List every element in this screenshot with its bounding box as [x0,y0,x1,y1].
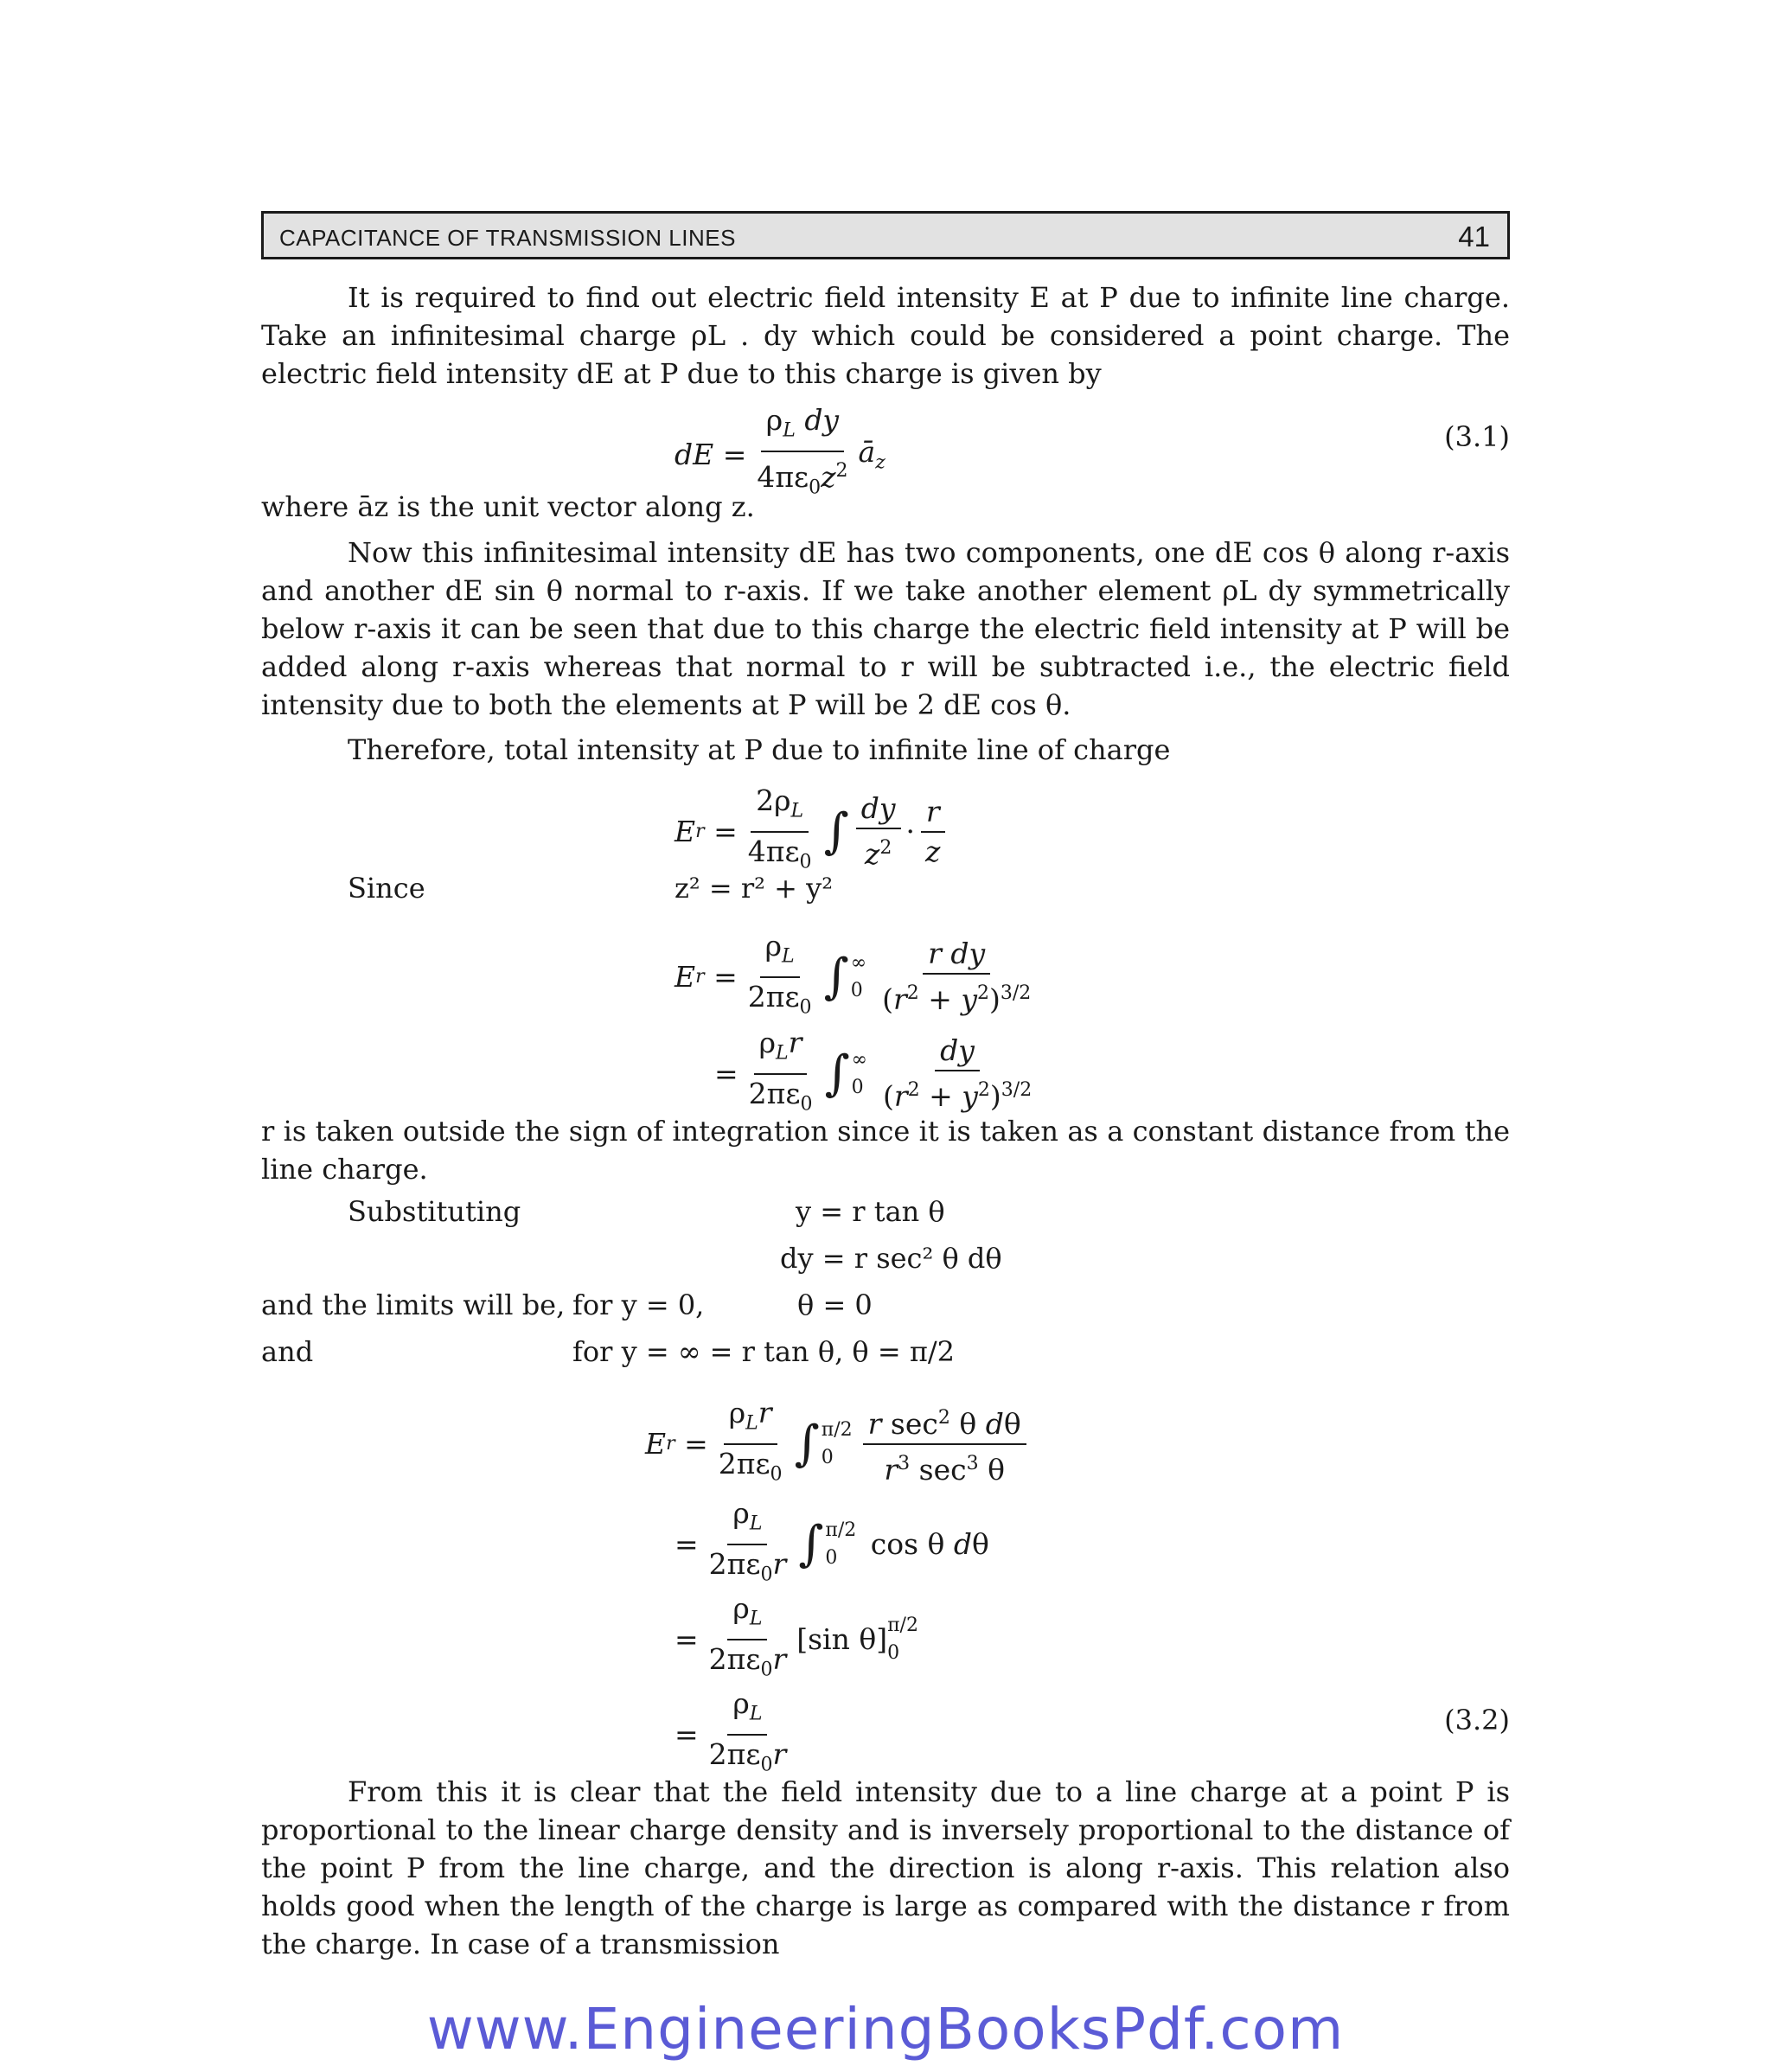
paragraph-text: Therefore, total intensity at P due to infinite line of charge [348,733,1171,766]
equation-dy-substitution: dy = r sec² θ dθ [780,1242,1002,1275]
paragraph-4 [261,731,1510,769]
label-since: Since [348,872,425,905]
equation-er-integral: E r = $\frac{2\rho_L}{4\pi\varepsilon_0}$ ∫ $\frac{dy}{z^2}$ · $\frac{r}{z}$ [675,783,950,879]
page-number: 41 [1458,221,1490,253]
chapter-title: CAPACITANCE OF TRANSMISSION LINES [279,225,736,251]
label-for-y-zero: for y = 0, [572,1289,705,1321]
equation-number-3-1: (3.1) [1444,420,1510,453]
paragraph-text: It is required to find out electric field intensity E at P due to infinite line charge. Take an infinitesimal charge ρL . dy which could be considered a point charge. The electric field intensity dE at P due to this charge is given by [261,281,1510,390]
paragraph-2 [261,488,1510,526]
equation-er-limits: E r = $\frac{\rho_L}{2\pi\varepsilon_0}$ ∫ ∞ 0 $\frac{\text{r dy}}{(r^2 + y^2)^{3/2}}$ [675,929,1032,1019]
label-substituting: Substituting [348,1195,521,1228]
paragraph-1 [261,278,1510,393]
paragraph-text: From this it is clear that the field intensity due to a line charge at a point P is proportional to the linear charge density and is inversely proportional to the distance of the point P from the line charge, and the direction is along r-axis. This relation also holds good when the length of the charge is large as compared with the distance r from the charge. In case of a transmission [261,1775,1510,1960]
equation-z-squared: z² = r² + y² [675,872,834,905]
equation-3-2: = $\frac{\rho_L}{2\pi\varepsilon_0r}$ [675,1686,787,1776]
paragraph-text: where āz is the unit vector along z. [261,490,755,523]
label-and: and [261,1335,314,1368]
paragraph-6 [261,1773,1510,1963]
paragraph-text: r is taken outside the sign of integration since it is taken as a constant distance from the line charge. [261,1115,1510,1186]
running-header [261,211,1510,259]
equation-er-theta: E r = $\frac{\rho_Lr}{2\pi\varepsilon_0}$ ∫ π/2 0 $\frac{r \sec^2 \theta d\theta}{r^3 \sec^3 \theta}$ [645,1396,1032,1492]
equation-y-substitution: y = r tan θ [796,1195,945,1228]
equation-3-1: dE = $\frac{\rho_L dy}{4\pi\varepsilon_0z^2}$ $ā_z$ [675,403,886,499]
equation-theta-zero: θ = 0 [797,1289,873,1321]
equation-er-r-outside: = $\frac{\rho_Lr}{2\pi\varepsilon_0}$ ∫ ∞ 0 $\frac{dy}{(r^2 + y^2)^{3/2}}$ [714,1026,1033,1116]
watermark-link[interactable]: www.EngineeringBooksPdf.com [426,1996,1345,2062]
label-limits: and the limits will be, [261,1289,566,1321]
equation-cos-integral: = $\frac{\rho_L}{2\pi\varepsilon_0r}$ ∫ π/2 0 cos θ dθ [675,1496,989,1586]
equation-sin-bracket: = $\frac{\rho_L}{2\pi\varepsilon_0r}$ [sin θ] π/2 0 [675,1591,918,1681]
paragraph-5 [261,1112,1510,1188]
paragraph-3 [261,534,1510,724]
paragraph-text: Now this infinitesimal intensity dE has two components, one dE cos θ along r-axis and another dE sin θ normal to r-axis. If we take another element ρL dy symmetrically below r-axis it can be seen that due to this charge the electric field intensity at P will be added along r-axis whereas that normal to r will be subtracted i.e., the electric field intensity due to both the elements at P will be 2 dE cos θ. [261,536,1510,721]
equation-number-3-2: (3.2) [1444,1704,1510,1736]
label-for-y-infinity: for y = ∞ = r tan θ, θ = π/2 [572,1335,956,1368]
